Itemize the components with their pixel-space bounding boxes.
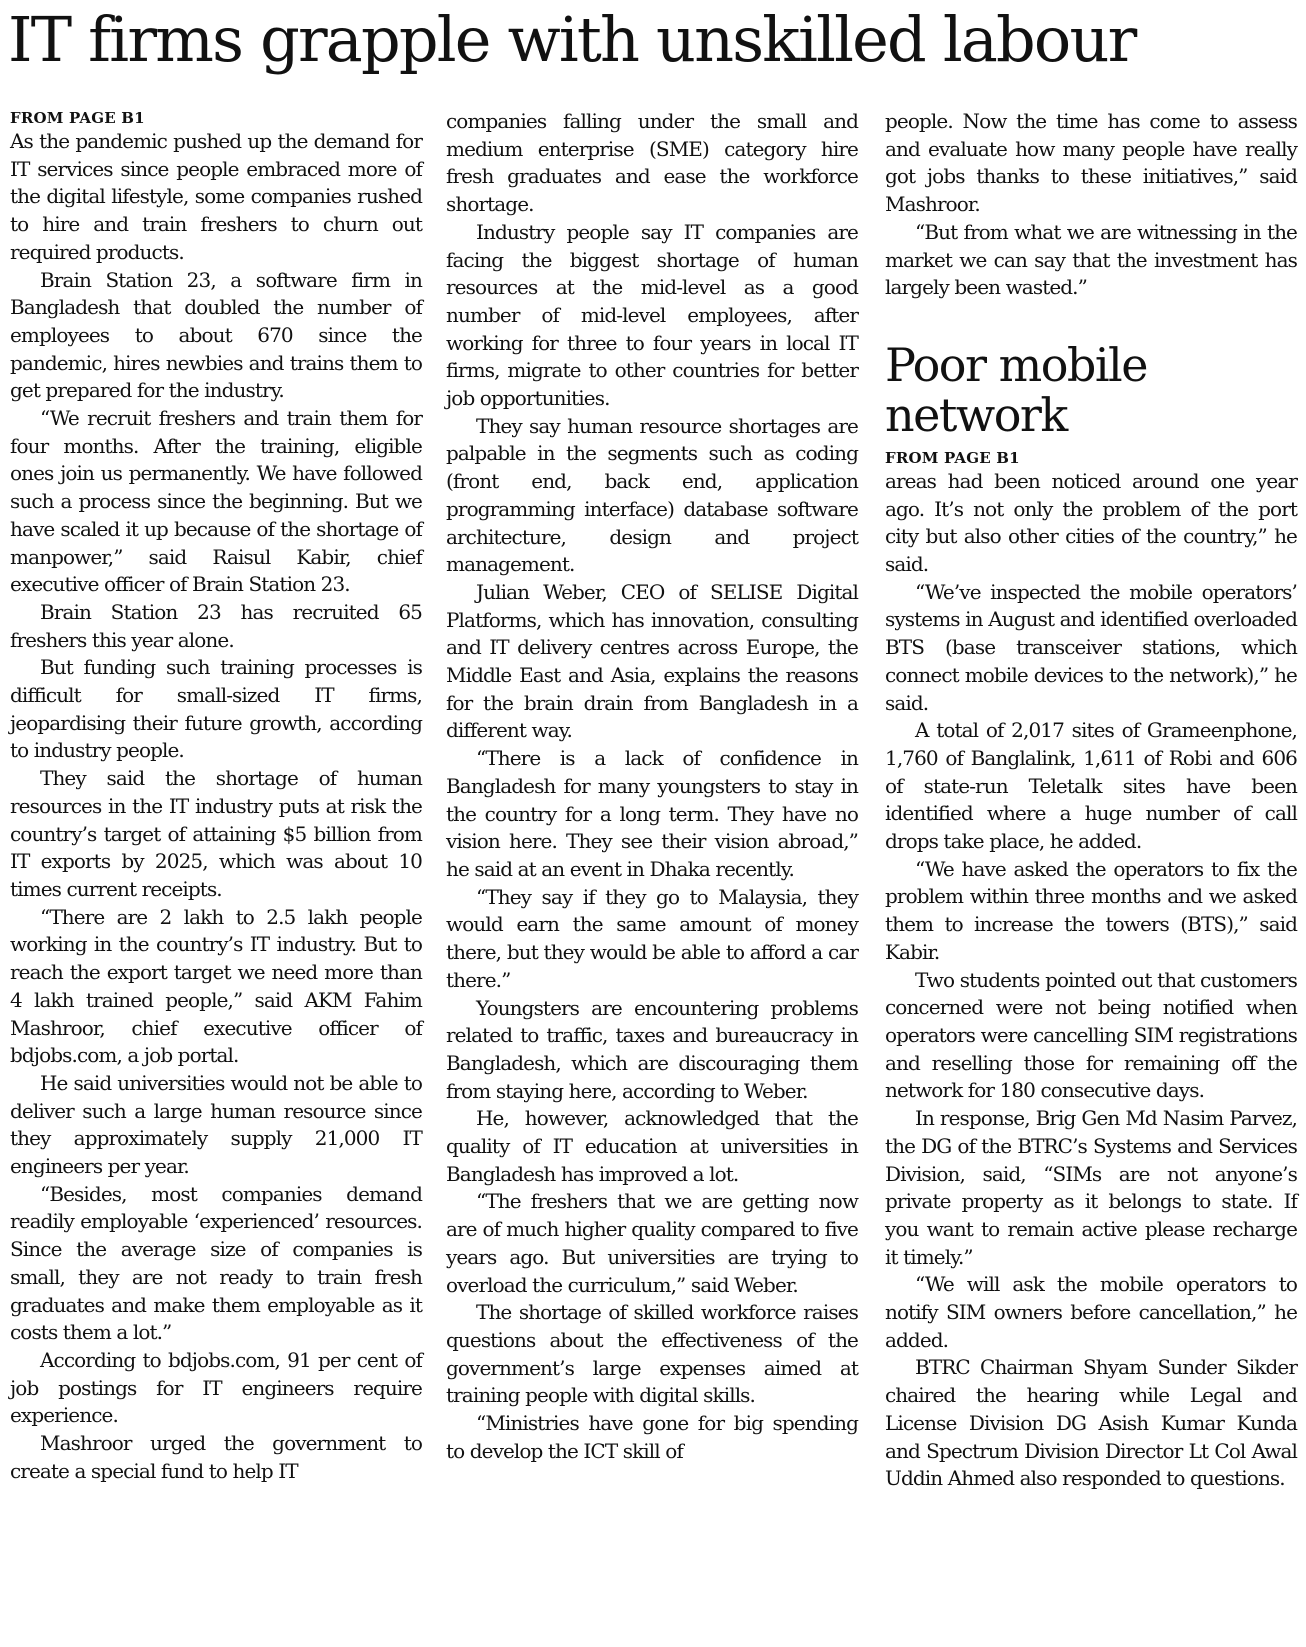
- article-paragraph: companies falling under the small and medium enterprise (SME) category hire fresh graduates and ease the workforce shortage.: [446, 109, 858, 217]
- article-paragraph: A total of 2,017 sites of Grameenphone, 1,760 of Banglalink, 1,611 of Robi and 606 of state-run Teletalk sites have been identified where a huge number of call drops take place, he added.: [885, 718, 1297, 854]
- article-paragraph: people. Now the time has come to assess and evaluate how many people have really got jobs thanks to these initiatives,” said Mashroor.: [885, 109, 1297, 217]
- article-2-headline: Poor mobile network: [885, 337, 1147, 442]
- article-paragraph: Julian Weber, CEO of SELISE Digital Platforms, which has innovation, consulting and IT delivery centres across Europe, the Middle East and Asia, explains the reasons for the brain drain from Bangladesh in a different way.: [446, 579, 858, 743]
- article-paragraph: “We recruit freshers and train them for four months. After the training, eligible ones join us permanently. We have followed such a process since the beginning. But we have scaled it up because of the shortage of manpower,” said Raisul Kabir, chief executive officer of Brain Station 23.: [10, 406, 422, 597]
- article-paragraph: According to bdjobs.com, 91 per cent of job postings for IT engineers require experience.: [10, 1347, 422, 1428]
- article-paragraph: They say human resource shortages are palpable in the segments such as coding (front end, back end, application programming interface) database software architecture, design and project management.: [446, 413, 858, 577]
- page-headline: IT firms grapple with unskilled labour: [8, 3, 1136, 76]
- article-paragraph: Mashroor urged the government to create a special fund to help IT: [10, 1431, 422, 1483]
- article-paragraph: Two students pointed out that customers concerned were not being notified when operators were cancelling SIM registrations and reselling those for remaining off the network for 180 consecutive days.: [885, 967, 1297, 1103]
- article-paragraph: They said the shortage of human resources in the IT industry puts at risk the country’s target of attaining $5 billion from IT exports by 2025, which was about 10 times current receipts.: [10, 766, 422, 901]
- article-paragraph: “We have asked the operators to fix the problem within three months and we asked them to increase the towers (BTS),” said Kabir.: [885, 856, 1297, 964]
- article-paragraph: BTRC Chairman Shyam Sunder Sikder chaired the hearing while Legal and License Division DG Asish Kumar Kunda and Spectrum Division Director Lt Col Awal Uddin Ahmed also responded to questions.: [885, 1355, 1297, 1491]
- article-paragraph: “Besides, most companies demand readily employable ‘experienced’ resources. Since the average size of companies is small, they are not ready to train fresh graduates and make them employable as it costs them a lot.”: [10, 1181, 422, 1345]
- article-paragraph: The shortage of skilled workforce raises questions about the effectiveness of the government’s large expenses aimed at training people with digital skills.: [446, 1300, 858, 1408]
- article-column-3: [885, 108, 1297, 1493]
- article-column-2: [446, 108, 858, 1465]
- article-paragraph: But funding such training processes is difficult for small-sized IT firms, jeopardising their future growth, according to industry people.: [10, 655, 422, 763]
- article-paragraph: Brain Station 23 has recruited 65 freshers this year alone.: [10, 599, 422, 652]
- article-paragraph: areas had been noticed around one year ago. It’s not only the problem of the port city but also other cities of the country,” he said.: [885, 468, 1297, 577]
- article-paragraph: As the pandemic pushed up the demand for IT services since people embraced more of the digital lifestyle, some companies rushed to hire and train freshers to churn out required products.: [10, 129, 422, 264]
- article-paragraph: “Ministries have gone for big spending to develop the ICT skill of: [446, 1411, 858, 1463]
- article-paragraph: “There are 2 lakh to 2.5 lakh people working in the country’s IT industry. But to reach the export target we need more than 4 lakh trained people,” said AKM Fahim Mashroor, chief executive officer of bdjobs.com, a job portal.: [10, 904, 422, 1068]
- article-paragraph: “The freshers that we are getting now are of much higher quality compared to five years ago. But universities are trying to overload the curriculum,” said Weber.: [446, 1189, 858, 1297]
- article-paragraph: In response, Brig Gen Md Nasim Parvez, the DG of the BTRC’s Systems and Services Division, said, “SIMs are not anyone’s private property as it belongs to state. If you want to remain active please recharge it timely.”: [885, 1106, 1297, 1269]
- from-page-label: FROM PAGE B1: [10, 109, 145, 127]
- article-paragraph: “There is a lack of confidence in Bangladesh for many youngsters to stay in the country for a long term. They have no vision here. They see their vision abroad,” he said at an event in Dhaka recently.: [446, 746, 858, 881]
- article-paragraph: He said universities would not be able to deliver such a large human resource since they approximately supply 21,000 IT engineers per year.: [10, 1070, 422, 1179]
- article-paragraph: “We will ask the mobile operators to notify SIM owners before cancellation,” he added.: [885, 1272, 1297, 1352]
- article-paragraph: “They say if they go to Malaysia, they would earn the same amount of money there, but they would be able to afford a car there.”: [446, 884, 858, 992]
- from-page-label: FROM PAGE B1: [885, 448, 1020, 467]
- article-paragraph: “But from what we are witnessing in the market we can say that the investment has largely been wasted.”: [885, 219, 1297, 300]
- article-paragraph: Industry people say IT companies are facing the biggest shortage of human resources at the mid-level as a good number of mid-level employees, after working for three to four years in local IT firms, migrate to other countries for better job opportunities.: [446, 219, 858, 411]
- article-paragraph: He, however, acknowledged that the quality of IT education at universities in Bangladesh has improved a lot.: [446, 1106, 858, 1186]
- article-paragraph: Brain Station 23, a software firm in Bangladesh that doubled the number of employees to about 670 since the pandemic, hires newbies and trains them to get prepared for the industry.: [10, 267, 422, 403]
- article-paragraph: “We’ve inspected the mobile operators’ systems in August and identified overloaded BTS (base transceiver stations, which connect mobile devices to the network),” he said.: [885, 579, 1297, 715]
- article-column-1: [10, 108, 422, 1485]
- article-paragraph: Youngsters are encountering problems related to traffic, taxes and bureaucracy in Bangladesh, which are discouraging them from staying here, according to Weber.: [446, 995, 858, 1103]
